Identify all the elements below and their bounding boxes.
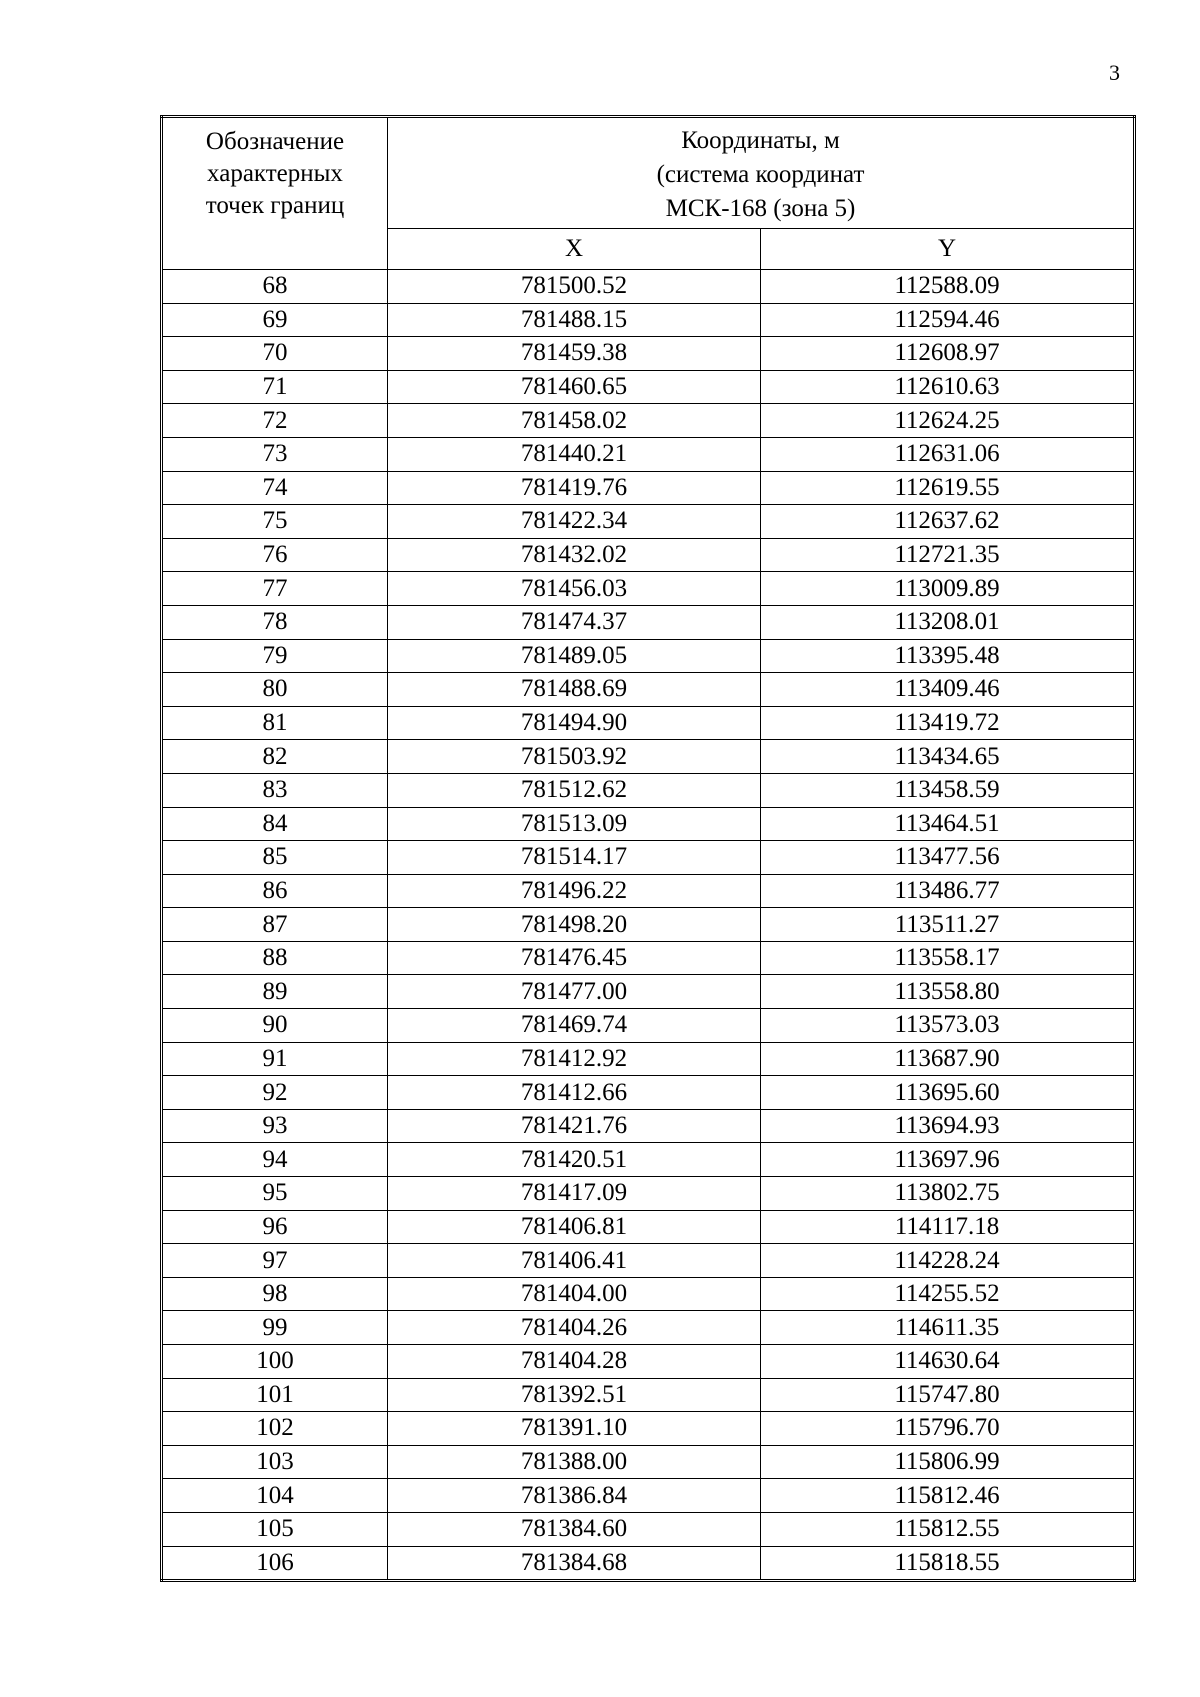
- y-cell: 115818.55: [761, 1546, 1135, 1581]
- table-row: [162, 572, 1135, 606]
- table-row: [162, 1177, 1135, 1211]
- point-cell: 99: [162, 1311, 388, 1345]
- x-cell: 781489.05: [388, 639, 761, 673]
- point-cell: 104: [162, 1479, 388, 1513]
- y-cell: 112721.35: [761, 538, 1135, 572]
- table-row: [162, 941, 1135, 975]
- x-cell: 781406.41: [388, 1244, 761, 1278]
- y-cell: 112619.55: [761, 471, 1135, 505]
- point-cell: 106: [162, 1546, 388, 1581]
- table-row: [162, 673, 1135, 707]
- point-designation-header: [162, 117, 388, 270]
- table-row: [162, 1042, 1135, 1076]
- y-cell: 115812.55: [761, 1512, 1135, 1546]
- table-row: [162, 1445, 1135, 1479]
- point-cell: 75: [162, 505, 388, 539]
- point-cell: 88: [162, 941, 388, 975]
- y-cell: 113464.51: [761, 807, 1135, 841]
- y-cell: 112631.06: [761, 437, 1135, 471]
- x-cell: 781500.52: [388, 270, 761, 304]
- point-cell: 80: [162, 673, 388, 707]
- point-cell: 72: [162, 404, 388, 438]
- table-row: [162, 605, 1135, 639]
- y-cell: 113009.89: [761, 572, 1135, 606]
- table-row: [162, 975, 1135, 1009]
- y-column-header: Y: [761, 229, 1135, 270]
- y-cell: 112610.63: [761, 370, 1135, 404]
- point-cell: 86: [162, 874, 388, 908]
- y-cell: 112588.09: [761, 270, 1135, 304]
- point-cell: 93: [162, 1109, 388, 1143]
- x-cell: 781440.21: [388, 437, 761, 471]
- x-cell: 781421.76: [388, 1109, 761, 1143]
- point-cell: 83: [162, 773, 388, 807]
- point-cell: 84: [162, 807, 388, 841]
- x-cell: 781384.68: [388, 1546, 761, 1581]
- x-cell: 781391.10: [388, 1412, 761, 1446]
- x-cell: 781404.28: [388, 1345, 761, 1379]
- x-cell: 781412.92: [388, 1042, 761, 1076]
- table-row: [162, 1546, 1135, 1581]
- y-cell: 113695.60: [761, 1076, 1135, 1110]
- x-cell: 781476.45: [388, 941, 761, 975]
- y-cell: 113697.96: [761, 1143, 1135, 1177]
- x-cell: 781388.00: [388, 1445, 761, 1479]
- table-row: [162, 1009, 1135, 1043]
- coordinates-header-line: Координаты, м: [681, 127, 840, 154]
- y-cell: 114255.52: [761, 1277, 1135, 1311]
- y-cell: 114630.64: [761, 1345, 1135, 1379]
- table-row: [162, 370, 1135, 404]
- point-cell: 69: [162, 303, 388, 337]
- page-number: 3: [1109, 60, 1120, 85]
- y-cell: 113477.56: [761, 841, 1135, 875]
- table-row: [162, 1109, 1135, 1143]
- point-cell: 68: [162, 270, 388, 304]
- x-column-header: X: [388, 229, 761, 270]
- y-cell: 113558.80: [761, 975, 1135, 1009]
- table-row: [162, 1345, 1135, 1379]
- y-cell: 114611.35: [761, 1311, 1135, 1345]
- point-cell: 77: [162, 572, 388, 606]
- y-cell: 115796.70: [761, 1412, 1135, 1446]
- table-row: [162, 1210, 1135, 1244]
- y-cell: 114228.24: [761, 1244, 1135, 1278]
- table-row: [162, 841, 1135, 875]
- table-header: [162, 117, 1135, 270]
- point-cell: 105: [162, 1512, 388, 1546]
- point-cell: 70: [162, 337, 388, 371]
- table-row: [162, 1076, 1135, 1110]
- x-cell: 781469.74: [388, 1009, 761, 1043]
- table-row: [162, 303, 1135, 337]
- table-row: [162, 639, 1135, 673]
- table-row: [162, 471, 1135, 505]
- table-row: [162, 706, 1135, 740]
- x-cell: 781420.51: [388, 1143, 761, 1177]
- y-cell: 112637.62: [761, 505, 1135, 539]
- y-cell: 115747.80: [761, 1378, 1135, 1412]
- table-row: [162, 538, 1135, 572]
- x-cell: 781432.02: [388, 538, 761, 572]
- point-designation-header-line: точек границ: [205, 192, 345, 219]
- table-row: [162, 908, 1135, 942]
- point-cell: 90: [162, 1009, 388, 1043]
- x-cell: 781419.76: [388, 471, 761, 505]
- y-cell: 113558.17: [761, 941, 1135, 975]
- x-cell: 781386.84: [388, 1479, 761, 1513]
- x-cell: 781460.65: [388, 370, 761, 404]
- y-cell: 115812.46: [761, 1479, 1135, 1513]
- point-cell: 100: [162, 1345, 388, 1379]
- y-cell: 112594.46: [761, 303, 1135, 337]
- point-cell: 101: [162, 1378, 388, 1412]
- point-designation-header-line: Обозначение: [205, 128, 345, 155]
- x-cell: 781488.15: [388, 303, 761, 337]
- x-cell: 781503.92: [388, 740, 761, 774]
- table-row: [162, 1143, 1135, 1177]
- point-cell: 85: [162, 841, 388, 875]
- y-cell: 113511.27: [761, 908, 1135, 942]
- y-cell: 113687.90: [761, 1042, 1135, 1076]
- table-row: [162, 437, 1135, 471]
- coordinates-table: [160, 115, 1136, 1582]
- table-row: [162, 505, 1135, 539]
- table-row: [162, 404, 1135, 438]
- x-cell: 781456.03: [388, 572, 761, 606]
- y-cell: 113208.01: [761, 605, 1135, 639]
- x-cell: 781417.09: [388, 1177, 761, 1211]
- y-cell: 113395.48: [761, 639, 1135, 673]
- y-cell: 113694.93: [761, 1109, 1135, 1143]
- x-cell: 781494.90: [388, 706, 761, 740]
- table-row: [162, 807, 1135, 841]
- x-cell: 781474.37: [388, 605, 761, 639]
- x-cell: 781477.00: [388, 975, 761, 1009]
- coordinates-header-line: (система координат: [656, 161, 865, 188]
- point-cell: 95: [162, 1177, 388, 1211]
- x-cell: 781458.02: [388, 404, 761, 438]
- y-cell: 113434.65: [761, 740, 1135, 774]
- point-cell: 82: [162, 740, 388, 774]
- point-cell: 102: [162, 1412, 388, 1446]
- y-cell: 113419.72: [761, 706, 1135, 740]
- x-cell: 781459.38: [388, 337, 761, 371]
- x-cell: 781392.51: [388, 1378, 761, 1412]
- y-cell: 113802.75: [761, 1177, 1135, 1211]
- point-designation-header-line: характерных: [207, 160, 343, 187]
- x-cell: 781384.60: [388, 1512, 761, 1546]
- point-cell: 74: [162, 471, 388, 505]
- table-row: [162, 1244, 1135, 1278]
- table-row: [162, 740, 1135, 774]
- point-cell: 103: [162, 1445, 388, 1479]
- table-row: [162, 337, 1135, 371]
- x-cell: 781404.26: [388, 1311, 761, 1345]
- point-cell: 97: [162, 1244, 388, 1278]
- point-cell: 96: [162, 1210, 388, 1244]
- coordinates-header: [388, 117, 1135, 229]
- point-cell: 98: [162, 1277, 388, 1311]
- table-row: [162, 1512, 1135, 1546]
- point-cell: 94: [162, 1143, 388, 1177]
- point-cell: 91: [162, 1042, 388, 1076]
- x-cell: 781514.17: [388, 841, 761, 875]
- point-cell: 73: [162, 437, 388, 471]
- point-cell: 76: [162, 538, 388, 572]
- y-cell: 112624.25: [761, 404, 1135, 438]
- y-cell: 115806.99: [761, 1445, 1135, 1479]
- table-row: [162, 1378, 1135, 1412]
- x-cell: 781406.81: [388, 1210, 761, 1244]
- x-cell: 781498.20: [388, 908, 761, 942]
- x-cell: 781488.69: [388, 673, 761, 707]
- table-body: [162, 270, 1135, 1581]
- table-row: [162, 773, 1135, 807]
- y-cell: 113458.59: [761, 773, 1135, 807]
- point-cell: 79: [162, 639, 388, 673]
- point-cell: 87: [162, 908, 388, 942]
- y-cell: 113486.77: [761, 874, 1135, 908]
- point-cell: 81: [162, 706, 388, 740]
- table-row: [162, 270, 1135, 304]
- y-cell: 112608.97: [761, 337, 1135, 371]
- x-cell: 781496.22: [388, 874, 761, 908]
- point-cell: 71: [162, 370, 388, 404]
- table-row: [162, 1479, 1135, 1513]
- x-cell: 781513.09: [388, 807, 761, 841]
- table-row: [162, 1277, 1135, 1311]
- point-cell: 89: [162, 975, 388, 1009]
- y-cell: 113409.46: [761, 673, 1135, 707]
- x-cell: 781422.34: [388, 505, 761, 539]
- point-cell: 78: [162, 605, 388, 639]
- table-row: [162, 1311, 1135, 1345]
- coordinates-header-line: МСК-168 (зона 5): [665, 195, 856, 222]
- x-cell: 781512.62: [388, 773, 761, 807]
- x-cell: 781412.66: [388, 1076, 761, 1110]
- y-cell: 113573.03: [761, 1009, 1135, 1043]
- point-cell: 92: [162, 1076, 388, 1110]
- y-cell: 114117.18: [761, 1210, 1135, 1244]
- table-row: [162, 874, 1135, 908]
- x-cell: 781404.00: [388, 1277, 761, 1311]
- table-row: [162, 1412, 1135, 1446]
